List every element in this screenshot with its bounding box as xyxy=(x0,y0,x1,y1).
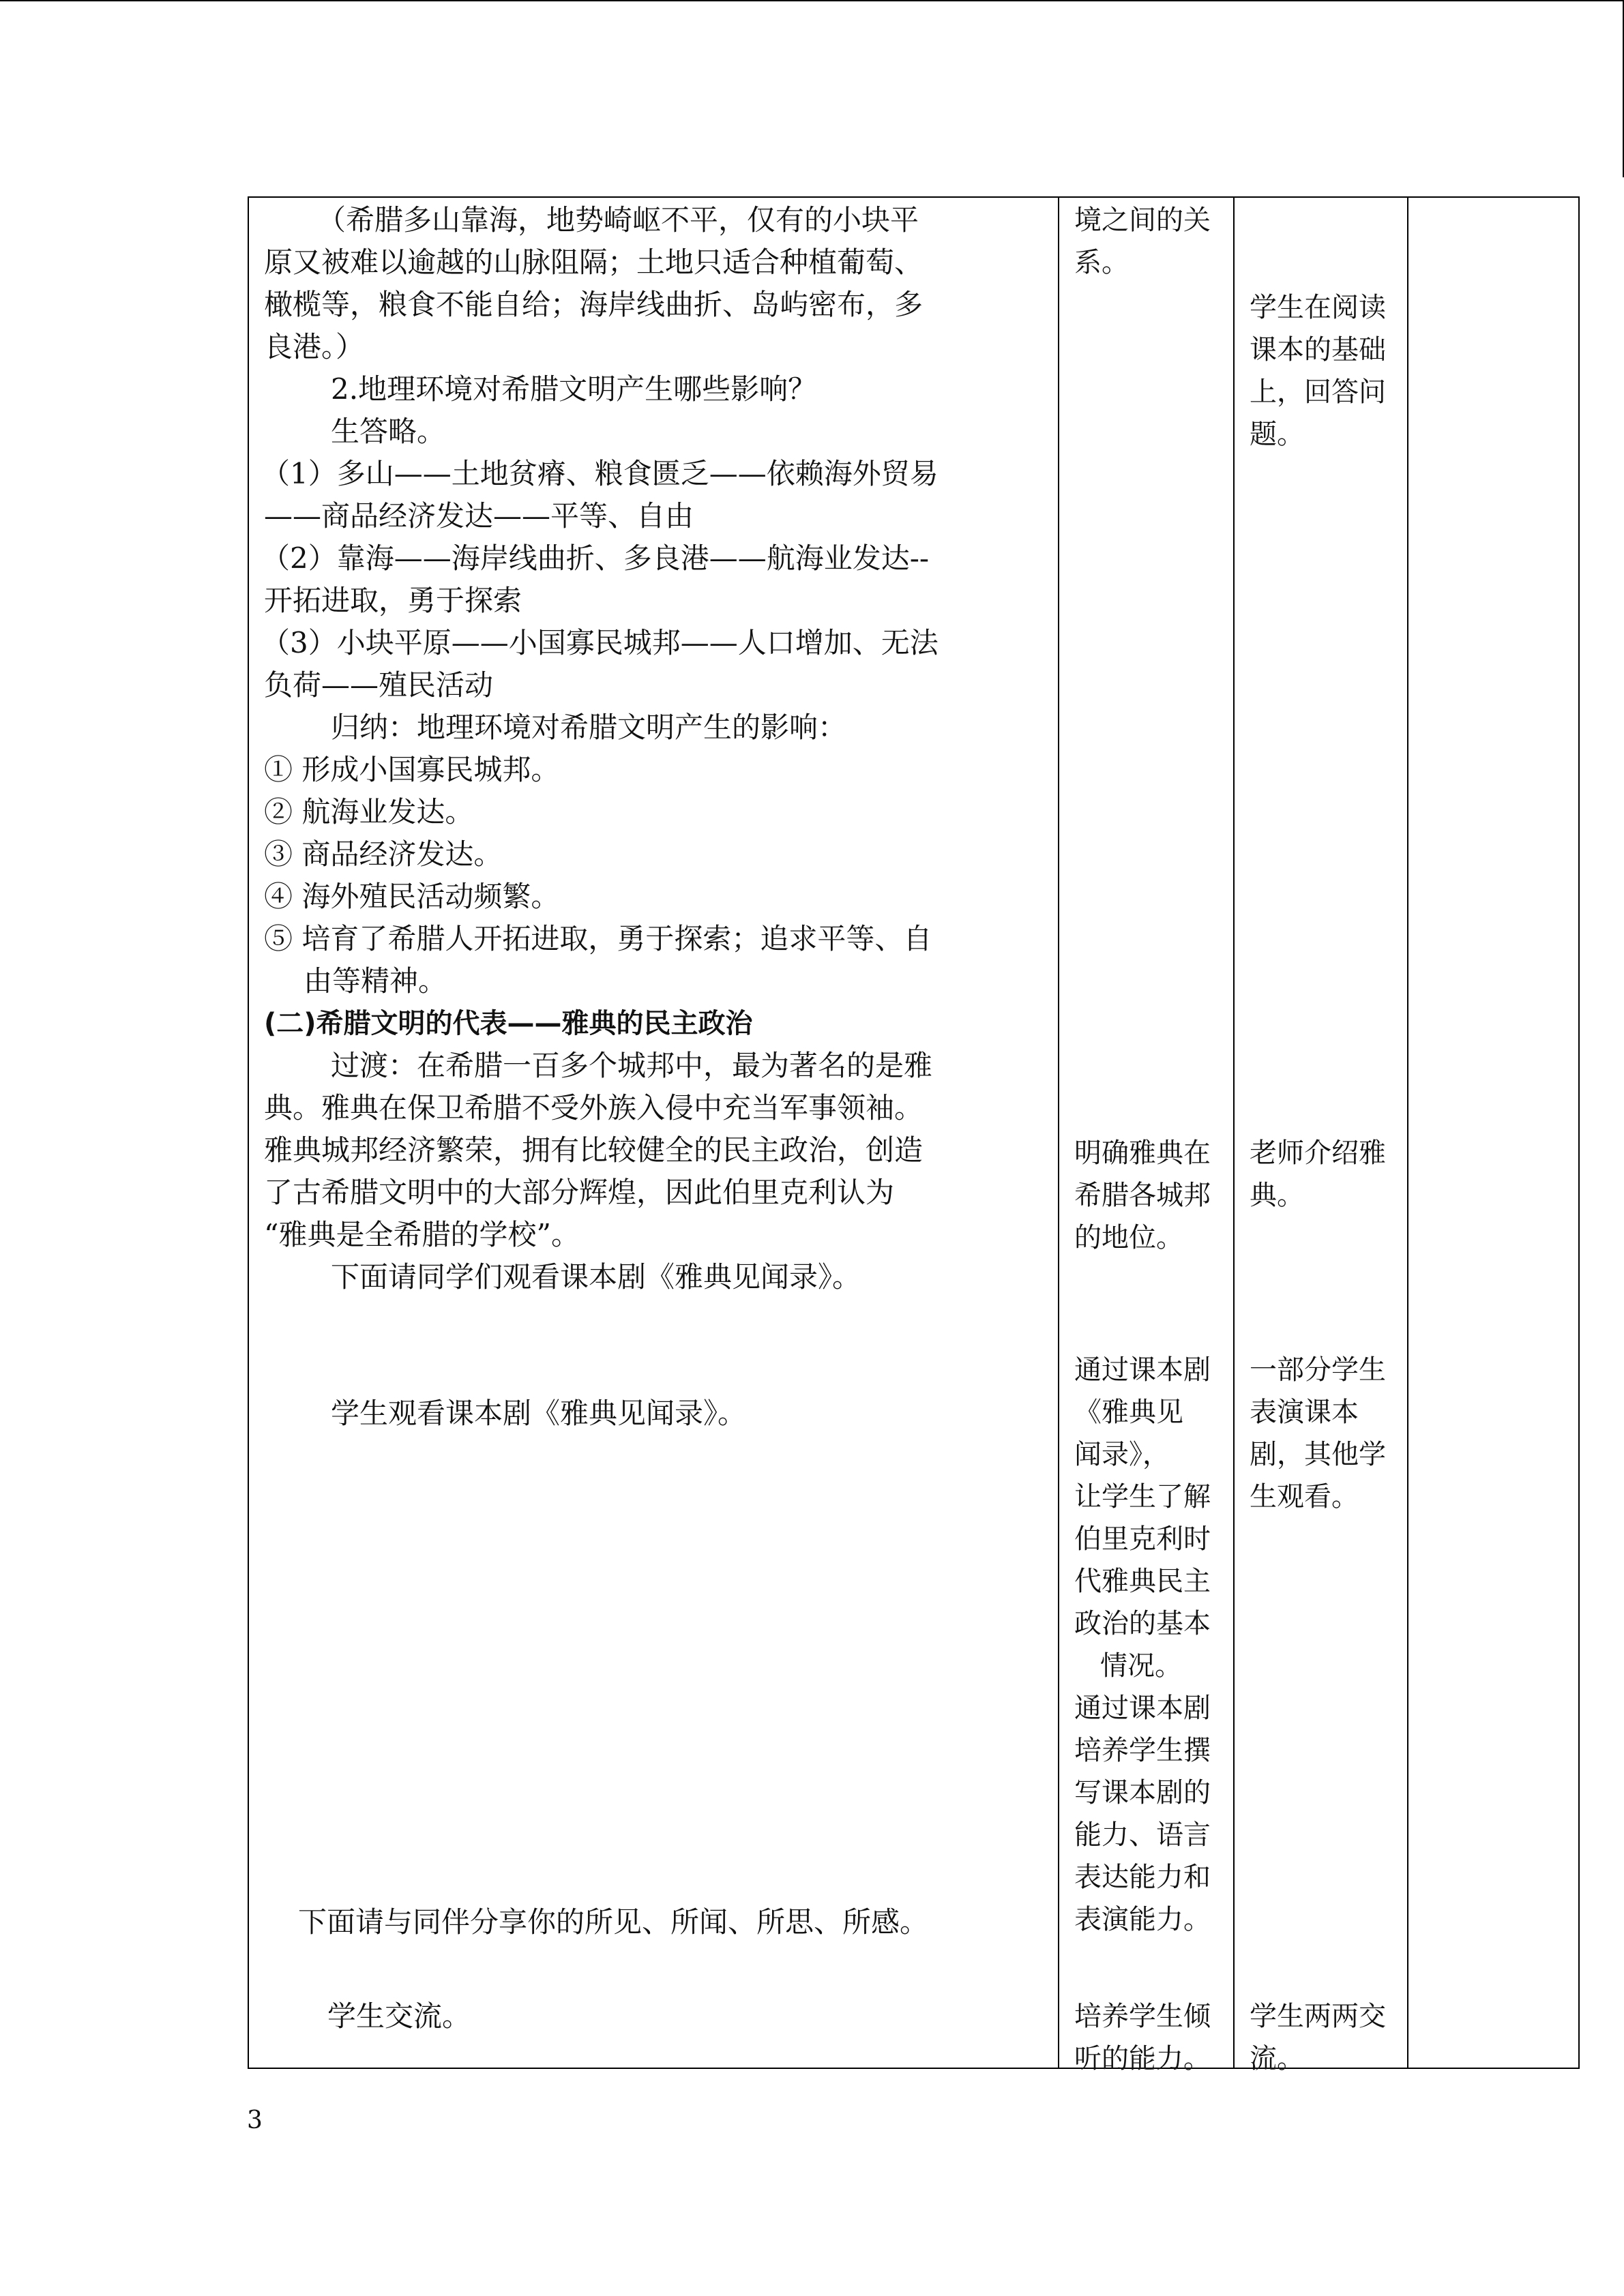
intent-text-line: 能力、语言 xyxy=(1074,1819,1211,1851)
content-text-line: ① 形成小国寡民城邦。 xyxy=(264,753,560,786)
intent-text-line: 培养学生倾 xyxy=(1074,2001,1211,2032)
content-text-line: ③ 商品经济发达。 xyxy=(264,837,503,871)
content-text-line: ② 航海业发达。 xyxy=(264,795,474,829)
intent-text-line: 代雅典民主 xyxy=(1074,1566,1211,1597)
activity-text-line: 老师介绍雅 xyxy=(1250,1137,1386,1169)
content-text-line: （2）靠海——海岸线曲折、多良港——航海业发达-- xyxy=(261,541,930,575)
content-text-line: ——商品经济发达——平等、自由 xyxy=(264,499,694,533)
content-text-line: 原又被难以逾越的山脉阻隔；土地只适合种植葡萄、 xyxy=(264,245,924,279)
content-text-line: 雅典城邦经济繁荣，拥有比较健全的民主政治，创造 xyxy=(264,1133,924,1167)
intent-text-line: 表演能力。 xyxy=(1074,1904,1211,1935)
activity-text-line: 表演课本 xyxy=(1250,1397,1359,1428)
page-number: 3 xyxy=(247,2106,263,2134)
content-text-line: 过渡：在希腊一百多个城邦中，最为著名的是雅 xyxy=(331,1049,933,1082)
content-text-line: 开拓进取，勇于探索 xyxy=(264,584,522,617)
intent-text-line: 情况。 xyxy=(1100,1650,1182,1682)
activity-text-line: 学生两两交 xyxy=(1250,2001,1386,2032)
activity-text-line: 题。 xyxy=(1250,419,1304,450)
content-text-line: （3）小块平原——小国寡民城邦——人口增加、无法 xyxy=(261,626,939,659)
teaching-content-column xyxy=(249,198,1058,2068)
content-text-line: ⑤ 培育了希腊人开拓进取，勇于探索；追求平等、自 xyxy=(264,922,932,955)
intent-text-line: 政治的基本 xyxy=(1074,1608,1211,1639)
activity-text-line: 流。 xyxy=(1250,2043,1304,2074)
content-text-line: “雅典是全希腊的学校”。 xyxy=(264,1218,580,1251)
design-intent-column xyxy=(1059,198,1233,2074)
content-text-line: (二)希腊文明的代表——雅典的民主政治 xyxy=(264,1008,753,1039)
activity-text-line: 生观看。 xyxy=(1250,1481,1359,1512)
intent-text-line: 明确雅典在 xyxy=(1074,1137,1211,1169)
notes-column xyxy=(1408,198,1578,2068)
content-text-line: （希腊多山靠海，地势崎岖不平，仅有的小块平 xyxy=(317,203,919,237)
activity-text-line: 剧，其他学 xyxy=(1250,1439,1386,1470)
intent-text-line: 通过课本剧 xyxy=(1074,1354,1211,1386)
content-text-line: ④ 海外殖民活动频繁。 xyxy=(264,880,560,913)
intent-text-line: 境之间的关 xyxy=(1074,205,1211,236)
intent-text-line: 希腊各城邦 xyxy=(1074,1180,1211,1211)
intent-text-line: 表达能力和 xyxy=(1074,1862,1211,1893)
activity-text-line: 学生在阅读 xyxy=(1250,292,1386,323)
content-text-line: 由等精神。 xyxy=(304,964,447,998)
activity-text-line: 上，回答问 xyxy=(1250,376,1386,408)
content-text-line: 负荷——殖民活动 xyxy=(264,668,494,702)
content-text-line: 归纳：地理环境对希腊文明产生的影响： xyxy=(331,711,847,744)
content-text-line: 下面请与同伴分享你的所见、所闻、所思、所感。 xyxy=(298,1905,929,1939)
activity-text-line: 典。 xyxy=(1250,1180,1304,1211)
content-text-line: 橄榄等，粮食不能自给；海岸线曲折、岛屿密布，多 xyxy=(264,288,924,321)
content-text-line: 学生观看课本剧《雅典见闻录》。 xyxy=(331,1397,747,1430)
intent-text-line: 写课本剧的 xyxy=(1074,1777,1211,1808)
activity-text-line: 课本的基础 xyxy=(1250,334,1386,366)
intent-text-line: 让学生了解 xyxy=(1074,1481,1211,1512)
content-text-line: （1）多山——土地贫瘠、粮食匮乏——依赖海外贸易 xyxy=(261,457,939,490)
content-text-line: 2.地理环境对希腊文明产生哪些影响？ xyxy=(331,372,817,406)
intent-text-line: 培养学生撰 xyxy=(1074,1735,1211,1766)
content-text-line: 下面请同学们观看课本剧《雅典见闻录》。 xyxy=(331,1260,861,1294)
intent-text-line: 的地位。 xyxy=(1074,1222,1183,1253)
content-text-line: 典。雅典在保卫希腊不受外族入侵中充当军事领袖。 xyxy=(264,1091,924,1124)
intent-text-line: 伯里克利时 xyxy=(1074,1523,1211,1555)
content-text-line: 学生交流。 xyxy=(327,1999,471,2033)
top-border-line xyxy=(0,0,1624,1)
student-activity-column xyxy=(1235,198,1407,2074)
content-text-line: 良港。） xyxy=(264,330,365,363)
intent-text-line: 听的能力。 xyxy=(1074,2043,1211,2074)
intent-text-line: 闻录》， xyxy=(1074,1439,1170,1470)
lesson-plan-table xyxy=(248,196,1580,2074)
activity-text-line: 一部分学生 xyxy=(1250,1354,1386,1386)
content-text-line: 生答略。 xyxy=(331,415,446,448)
intent-text-line: 系。 xyxy=(1074,247,1129,278)
content-text-line: 了古希腊文明中的大部分辉煌，因此伯里克利认为 xyxy=(264,1176,895,1209)
intent-text-line: 《雅典见 xyxy=(1074,1397,1183,1428)
intent-text-line: 通过课本剧 xyxy=(1074,1693,1211,1724)
